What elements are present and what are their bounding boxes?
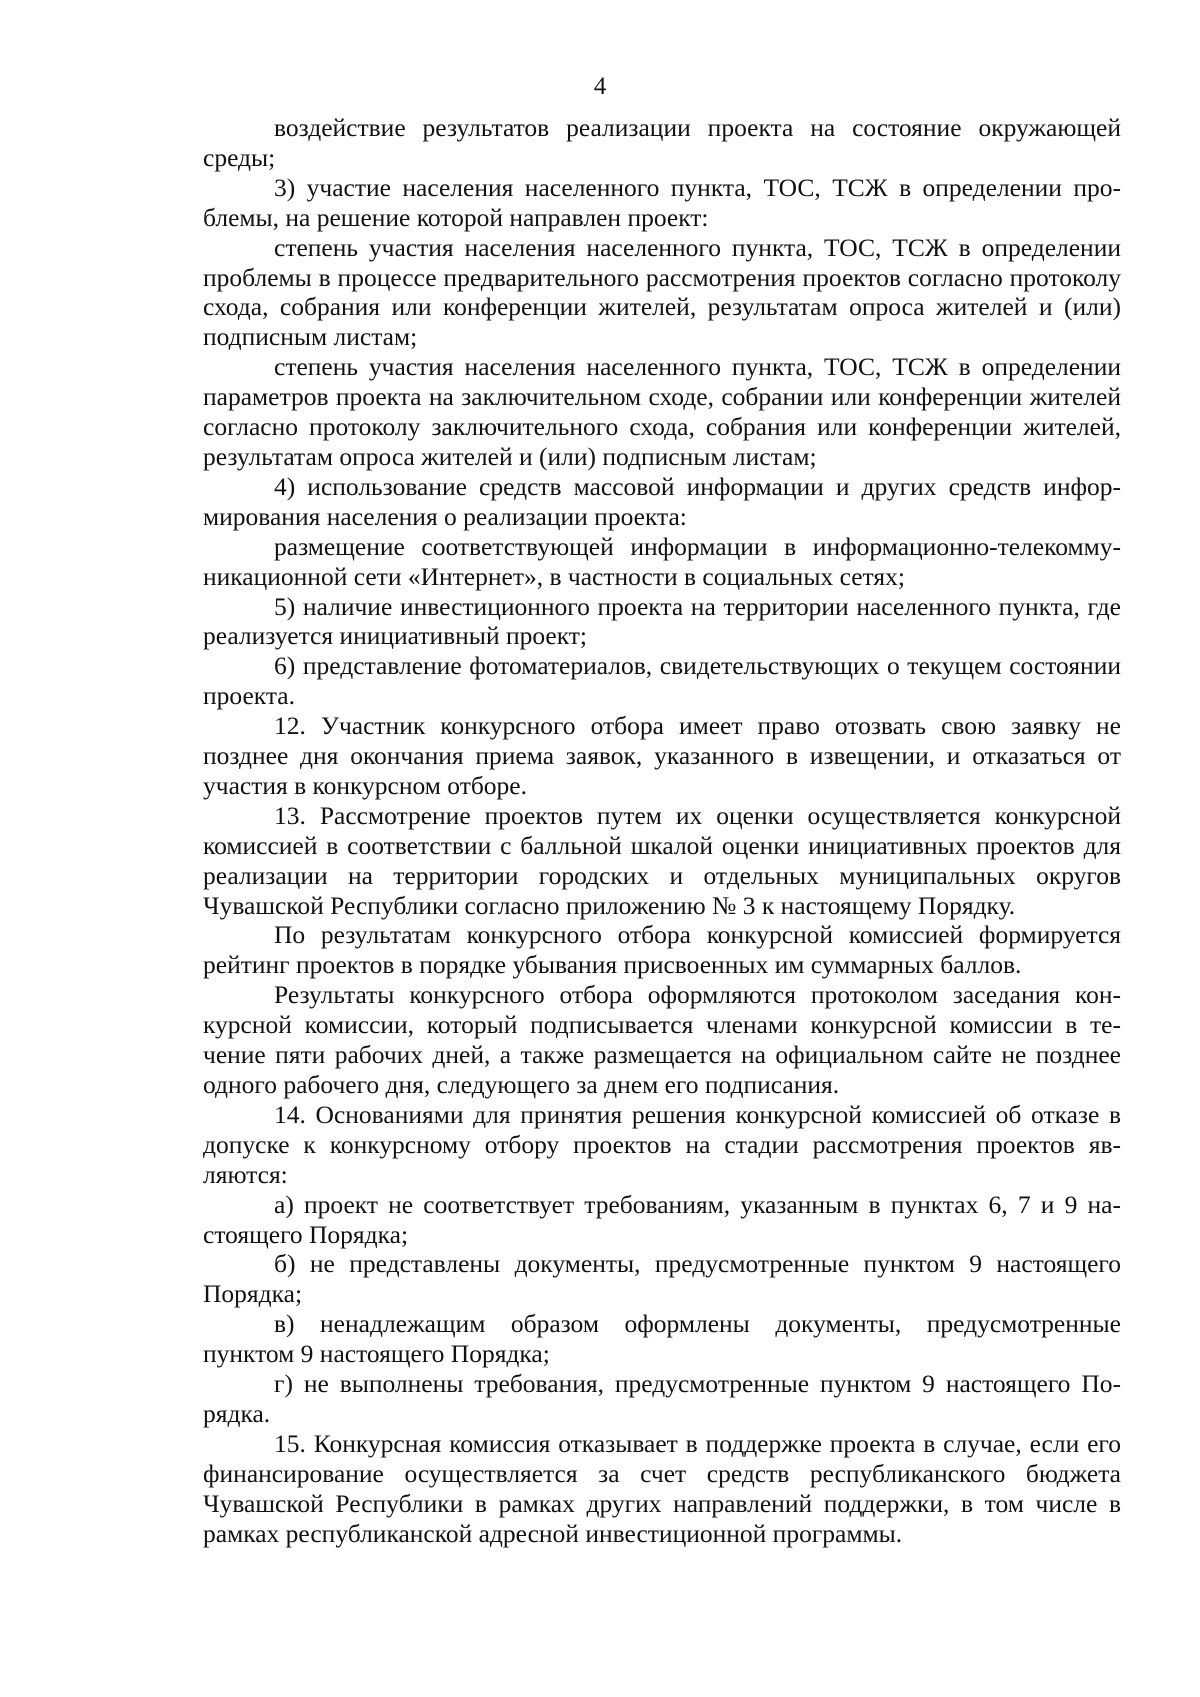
paragraph: воздействие результатов реализации проекта на состояние окружающей среды; [203,113,1121,172]
paragraph: в) ненадлежащим образом оформлены документы, предусмотренные пунктом 9 настоящего Порядка; [203,1309,1121,1369]
paragraph: степень участия населения населенного пункта, ТОС, ТСЖ в определении проблемы в процессе предварительного рассмотрения проектов согласно протоколу схода, собрания или конференции жителей, результатам опроса жителей и (или) подписным листам; [203,232,1121,352]
paragraph: б) не представлены документы, предусмотренные пунктом 9 настоящего Порядка; [203,1249,1121,1309]
paragraph: 6) представление фотоматериалов, свидетельствующих о текущем состоянии проекта. [203,651,1121,711]
document-body [203,113,1121,1549]
paragraph: степень участия населения населенного пункта, ТОС, ТСЖ в определении параметров проекта на заключительном сходе, собрании или конференции жителей согласно протоколу заключительного схода, собрания или конференции жителей, результатам опроса жителей и (или) подписным листам; [203,352,1121,471]
paragraph: По результатам конкурсного отбора конкурсной комиссией формируется рейтинг проектов в порядке убывания присвоенных им суммарных баллов. [203,920,1121,980]
paragraph: 12. Участник конкурсного отбора имеет право отозвать свою заявку не позднее дня окончания приема заявок, указанного в извещении, и отказаться от участия в конкурсном отборе. [203,711,1121,800]
page-number: 4 [593,73,607,100]
paragraph: 13. Рассмотрение проектов путем их оценки осуществляется конкурсной комиссией в соответствии с балльной шкалой оценки инициативных проектов для реализации на территории городских и отдельных муниципальных округов Чувашской Республики согласно приложению № 3 к настоящему Порядку. [203,800,1121,920]
paragraph: 5) наличие инвестиционного проекта на территории населенного пункта, где реализуется инициативный проект; [203,591,1121,651]
paragraph: 4) использование средств массовой информации и других средств информирования населения о реализации проекта: [203,471,1121,531]
paragraph: 15. Конкурсная комиссия отказывает в поддержке проекта в случае, если его финансирование осуществляется за счет средств республиканского бюджета Чувашской Республики в рамках других направлений поддержки, в том числе в рамках республиканской адресной инвестиционной программы. [203,1428,1121,1548]
paragraph: 14. Основаниями для принятия решения конкурсной комиссией об отказе в допуске к конкурсному отбору проектов на стадии рассмотрения проектов являются: [203,1099,1121,1189]
paragraph: размещение соответствующей информации в информационно-телекоммуникационной сети «Интернет», в частности в социальных сетях; [203,531,1121,591]
paragraph: Результаты конкурсного отбора оформляются протоколом заседания конкурсной комиссии, который подписывается членами конкурсной комиссии в течение пяти рабочих дней, а также размещается на официальном сайте не позднее одного рабочего дня, следующего за днем его подписания. [203,980,1121,1099]
paragraph: г) не выполнены требования, предусмотренные пунктом 9 настоящего Порядка. [203,1369,1121,1428]
paragraph: а) проект не соответствует требованиям, указанным в пунктах 6, 7 и 9 настоящего Порядка; [203,1189,1121,1249]
paragraph: 3) участие населения населенного пункта, ТОС, ТСЖ в определении проблемы, на решение которой направлен проект: [203,172,1121,232]
